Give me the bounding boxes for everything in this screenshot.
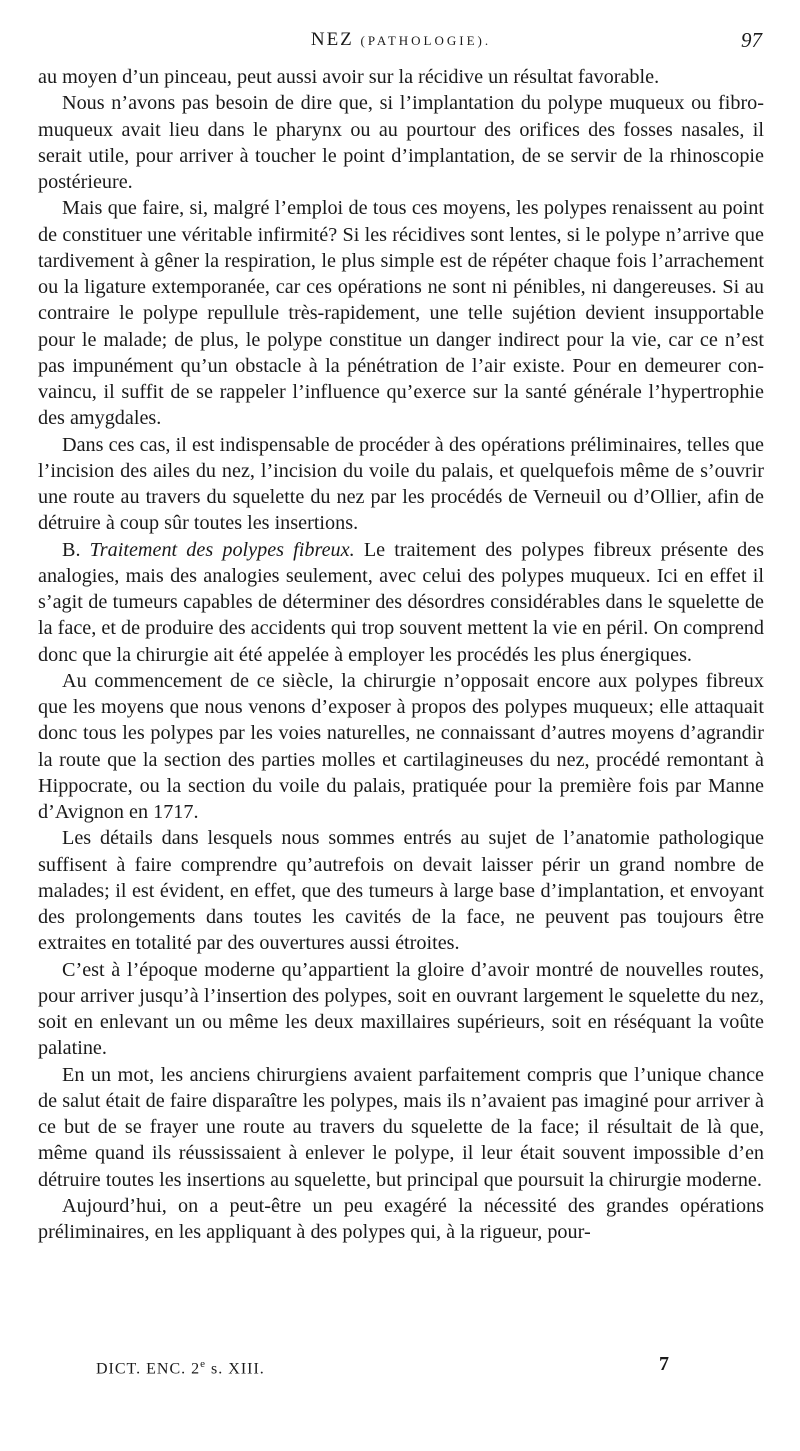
page-number: 97	[741, 28, 762, 52]
section-letter: B.	[62, 538, 81, 561]
paragraph: Mais que faire, si, malgré l’emploi de tous ces moyens, les polypes renaissent au point de constituer une véritable infirmité? Si les récidives sont lentes, si le polype n’arrive que tardivement à gêner la respiration, le plus simple est de répéter chaque fois l’arrachement ou la ligature extemporanée, car ces opérations ne sont ni pénibles, ni dangereuses. Si au contraire le polype repullule très-rapidement, une telle sujétion devient insupportable pour le malade; de plus, le polype constitue un danger indirect pour la vie, car ce n’est pas impunément qu’un obstacle à la pénétration de l’air existe. Pour en demeurer convaincu, il suffit de se rappeler l’influence qu’exerce sur la santé générale l’hypertrophie des amygdales.	[38, 197, 764, 430]
sheet-number: 7	[659, 1353, 670, 1375]
paragraph: Les détails dans lesquels nous sommes entrés au sujet de l’anatomie pathologique suffisent à faire comprendre qu’autrefois on devait laisser périr un grand nombre de malades; il est évident, en effet, que des tumeurs à large base d’implantation, et envoyant des prolongements dans toutes les cavités de la face, ne peuvent pas toujours être extraites en totalité par des ouvertures aussi étroites.	[38, 827, 764, 955]
section-text: Le traitement des polypes fibreux présente des analogies, mais des analogies seulement, avec celui des polypes muqueux. Ici en effet il s’agit de tumeurs capables de déterminer des désordres considérables dans le squelette de la face, et de produire des accidents qui trop souvent mettent la vie en péril. On comprend donc que la chirurgie ait été appelée à employer les procédés les plus énergiques.	[38, 538, 764, 666]
signature-suffix: s. XIII.	[206, 1360, 265, 1378]
signature-sup: e	[200, 1358, 207, 1370]
paragraph: au moyen d’un pinceau, peut aussi avoir sur la récidive un résultat favorable.	[38, 66, 660, 88]
paragraph: Aujourd’hui, on a peut-être un peu exagéré la nécessité des grandes opérations préliminaires, en les appliquant à des polypes qui, à la rigueur, pour-	[38, 1194, 764, 1243]
section-paragraph	[38, 537, 764, 668]
paragraph: C’est à l’époque moderne qu’appartient la gloire d’avoir montré de nouvelles routes, pour arriver jusqu’à l’insertion des polypes, soit en ouvrant largement le squelette du nez, soit en enlevant un ou même les deux maxillaires supérieurs, soit en réséquant la voûte palatine.	[38, 958, 764, 1060]
signature-prefix: DICT. ENC. 2	[96, 1360, 201, 1378]
running-header	[38, 26, 764, 54]
paragraph: Au commencement de ce siècle, la chirurgie n’opposait encore aux polypes fibreux que les moyens que nous venons d’exposer à propos des polypes muqueux; elle attaquait donc tous les polypes par les voies naturelles, ne connaissant d’autres moyens d’agrandir la route que la section des parties molles et cartilagineuses du nez, procédé remontant à Hippocrate, ou la section du voile du palais, pratiquée pour la première fois par Manne d’Avignon en 1717.	[38, 669, 764, 823]
page-footer	[96, 1352, 670, 1376]
paragraph: En un mot, les anciens chirurgiens avaient parfaitement compris que l’unique chance de salut était de faire disparaître les polypes, mais ils n’avaient pas imaginé pour arriver à ce but de se frayer une route au travers du squelette de la face; il résultait de là que, même quand ils réussissaient à enlever le polype, il leur était souvent impossible d’en détruire toutes les insertions au squelette, but principal que poursuit la chirurgie moderne.	[38, 1063, 764, 1191]
paragraph: Nous n’avons pas besoin de dire que, si l’implantation du polype muqueux ou fibro-muqueux avait lieu dans le pharynx ou au pourtour des orifices des fosses nasales, il serait utile, pour arriver à toucher le point d’implantation, de se servir de la rhinoscopie postérieure.	[38, 92, 764, 193]
section-title: Traitement des polypes fibreux.	[89, 538, 355, 561]
header-title: NEZ	[310, 29, 354, 50]
running-title	[38, 26, 764, 55]
printer-signature	[96, 1352, 265, 1381]
paragraph: Dans ces cas, il est indispensable de procéder à des opérations préliminaires, telles que l’incision des ailes du nez, l’incision du voile du palais, et quelquefois même de s’ouvrir une route au travers du squelette du nez par les procédés de Verneuil ou d’Ollier, afin de détruire à coup sûr toutes les insertions.	[38, 433, 764, 535]
body-text	[38, 64, 764, 1245]
header-subtitle: (PATHOLOGIE).	[360, 33, 492, 48]
